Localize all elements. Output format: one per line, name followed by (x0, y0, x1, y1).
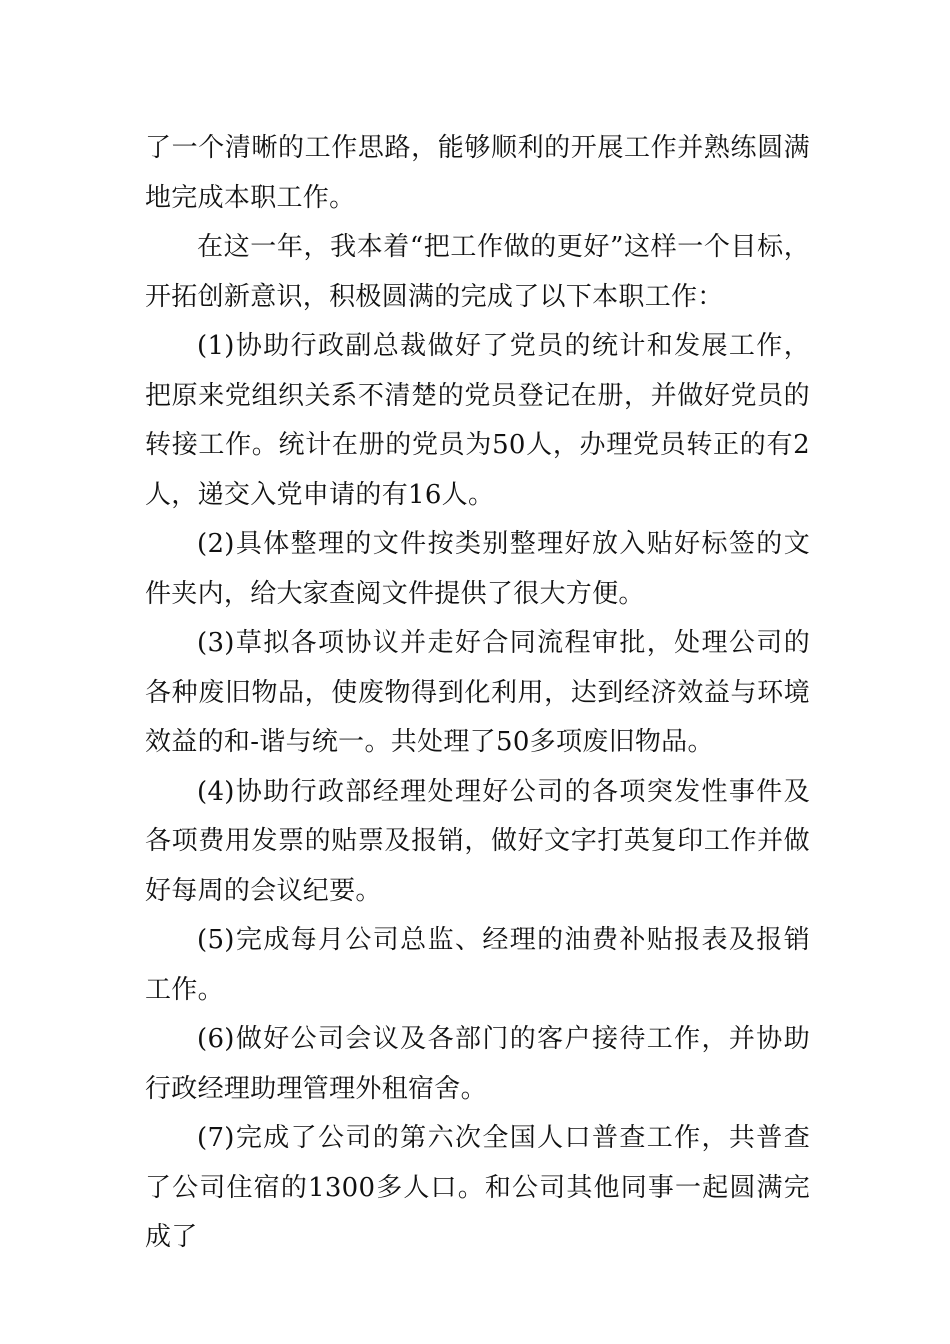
paragraph-item-1: (1)协助行政副总裁做好了党员的统计和发展工作，把原来党组织关系不清楚的党员登记在册，并做好党员的转接工作。统计在册的党员为50人，办理党员转正的有2人，递交入党申请的有16人。 (145, 331, 810, 510)
paragraph-item-3: (3)草拟各项协议并走好合同流程审批，处理公司的各种废旧物品，使废物得到化利用，达到经济效益与环境效益的和-谐与统一。共处理了50多项废旧物品。 (145, 628, 810, 757)
paragraph-item-4: (4)协助行政部经理处理好公司的各项突发性事件及各项费用发票的贴票及报销，做好文字打英复印工作并做好每周的会议纪要。 (145, 776, 810, 906)
paragraph-intro: 在这一年，我本着“把工作做的更好”这样一个目标，开拓创新意识，积极圆满的完成了以下本职工作： (145, 232, 810, 312)
document-page (145, 124, 810, 1263)
paragraph-continuation: 了一个清晰的工作思路，能够顺利的开展工作并熟练圆满地完成本职工作。 (145, 133, 810, 213)
paragraph-item-5: (5)完成每月公司总监、经理的油费补贴报表及报销工作。 (145, 925, 810, 1005)
paragraph-item-6: (6)做好公司会议及各部门的客户接待工作，并协助行政经理助理管理外租宿舍。 (145, 1024, 810, 1104)
paragraph-item-2: (2)具体整理的文件按类别整理好放入贴好标签的文件夹内，给大家查阅文件提供了很大方便。 (145, 529, 810, 609)
paragraph-item-7: (7)完成了公司的第六次全国人口普查工作，共普查了公司住宿的1300多人口。和公司其他同事一起圆满完成了 (145, 1123, 810, 1252)
